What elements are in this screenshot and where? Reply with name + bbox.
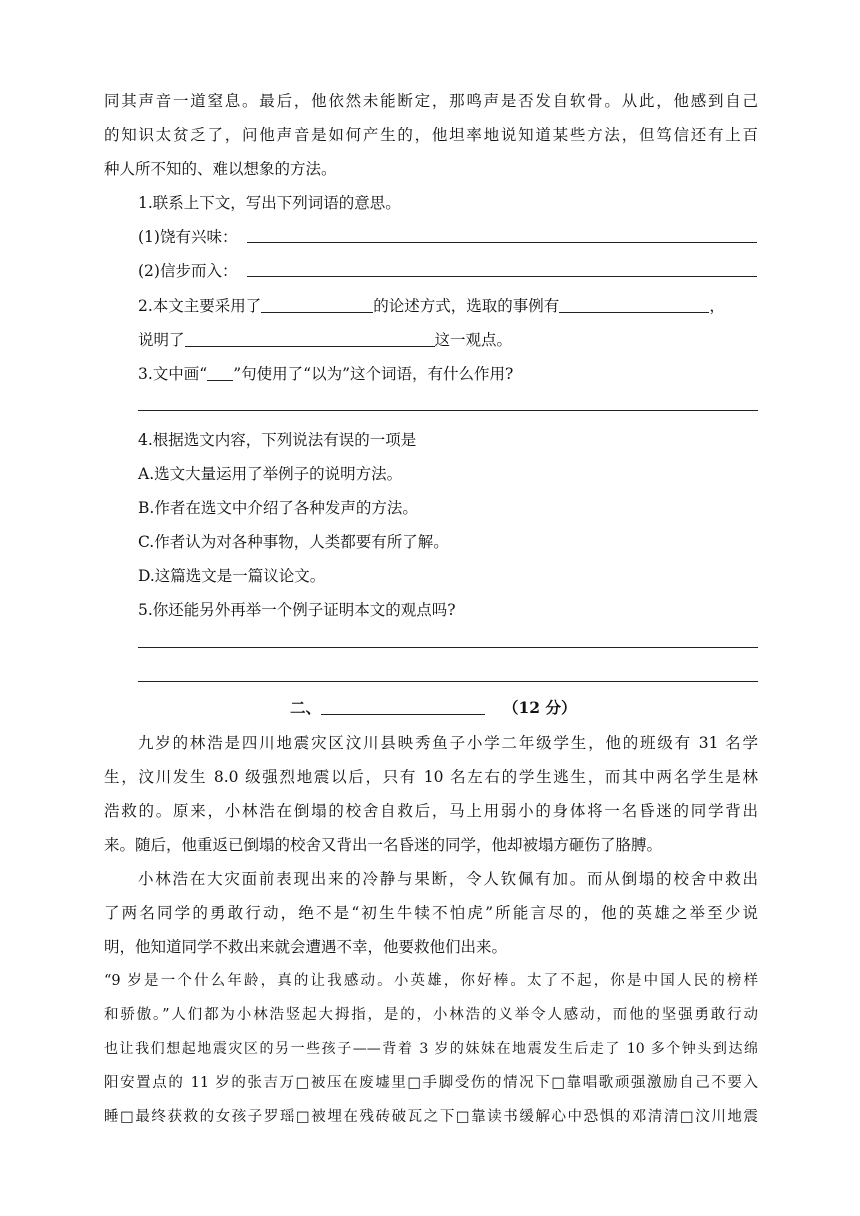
passage-2-line: “9 岁是一个什么年龄，真的让我感动。小英雄，你好棒。太了不起，你是中国人民的榜样	[104, 973, 758, 989]
passage-line: 同其声音一道窒息。最后，他依然未能断定，那鸣声是否发自软骨。从此，他感到自己	[104, 92, 758, 110]
section-2-title-blank[interactable]	[321, 698, 485, 715]
passage-2-line: 来。随后，他重返已倒塌的校舍又背出一名昏迷的同学，他却被塌方砸伤了胳膊。	[104, 836, 663, 854]
question-2-text: 这一观点。	[434, 331, 513, 349]
passage-2-line: 阳安置点的 11 岁的张吉万□被压在废墟里□手脚受伤的情况下□靠唱歌顽强激励自己不要入	[104, 1075, 758, 1091]
question-2-line2	[138, 329, 512, 351]
question-2-text: 的论述方式，选取的事例有	[373, 297, 560, 315]
answer-line-5b[interactable]	[138, 681, 758, 682]
question-3-text: 3.文中画“	[138, 365, 208, 383]
question-1b-label: (2)信步而入：	[138, 262, 238, 280]
option-b[interactable]: B.作者在选文中介绍了各种发声的方法。	[138, 499, 418, 517]
passage-2-line: 睡□最终获救的女孩子罗瑶□被埋在残砖破瓦之下□靠读书缓解心中恐惧的邓清清□汶川地震	[104, 1109, 758, 1125]
question-1a-label: (1)饶有兴味：	[138, 228, 238, 246]
section-2-heading	[290, 697, 576, 719]
passage-line: 种人所不知的、难以想象的方法。	[104, 160, 337, 178]
underline-mark	[207, 364, 233, 381]
option-d[interactable]: D.这篇选文是一篇议论文。	[138, 567, 326, 585]
answer-line-1a[interactable]	[247, 242, 757, 243]
answer-line-5a[interactable]	[138, 647, 758, 648]
question-4-prompt: 4.根据选文内容，下列说法有误的一项是	[138, 431, 417, 449]
passage-2-line: 生，汶川发生 8.0 级强烈地震以后，只有 10 名左右的学生逃生，而其中两名学生是林	[104, 768, 758, 786]
section-2-label: 二、	[290, 698, 322, 717]
question-5-prompt: 5.你还能另外再举一个例子证明本文的观点吗?	[138, 601, 456, 619]
question-2-text: 2.本文主要采用了	[138, 297, 262, 315]
question-3-text: ”句使用了“以为”这个词语，有什么作用?	[233, 365, 514, 383]
passage-line: 的知识太贫乏了，问他声音是如何产生的，他坦率地说知道某些方法，但笃信还有上百	[104, 126, 758, 144]
passage-2-line: 九岁的林浩是四川地震灾区汶川县映秀鱼子小学二年级学生，他的班级有 31 名学	[138, 734, 758, 752]
option-c[interactable]: C.作者认为对各种事物，人类都要有所了解。	[138, 533, 449, 551]
question-3-prompt	[138, 363, 513, 385]
answer-line-1b[interactable]	[247, 276, 757, 277]
question-2-text: ，	[709, 297, 725, 315]
section-2-score: （12 分）	[503, 698, 577, 717]
question-2-line1	[138, 295, 725, 317]
passage-2-line: 浩救的。原来，小林浩在倒塌的校舍自救后，马上用弱小的身体将一名昏迷的同学背出	[104, 802, 758, 820]
answer-blank-examples[interactable]	[559, 296, 709, 313]
passage-2-line: 小林浩在大灾面前表现出来的冷静与果断，令人钦佩有加。而从倒塌的校舍中救出	[138, 870, 758, 888]
question-1-prompt: 1.联系上下文，写出下列词语的意思。	[138, 194, 401, 212]
answer-blank-viewpoint[interactable]	[185, 330, 435, 347]
option-a[interactable]: A.选文大量运用了举例子的说明方法。	[138, 465, 403, 483]
passage-2-line: 了两名同学的勇敢行动，绝不是“初生牛犊不怕虎”所能言尽的，他的英雄之举至少说	[104, 904, 758, 922]
passage-2-line: 和骄傲。”人们都为小林浩竖起大拇指，是的，小林浩的义举令人感动，而他的坚强勇敢行动	[104, 1007, 758, 1023]
answer-blank-argument-method[interactable]	[261, 296, 373, 313]
question-2-text: 说明了	[138, 331, 185, 349]
answer-line-3[interactable]	[138, 410, 758, 411]
passage-2-line: 也让我们想起地震灾区的另一些孩子——背着 3 岁的妹妹在地震发生后走了 10 多个钟头到达绵	[104, 1041, 758, 1057]
passage-2-line: 明，他知道同学不救出来就会遭遇不幸，他要救他们出来。	[104, 938, 508, 956]
